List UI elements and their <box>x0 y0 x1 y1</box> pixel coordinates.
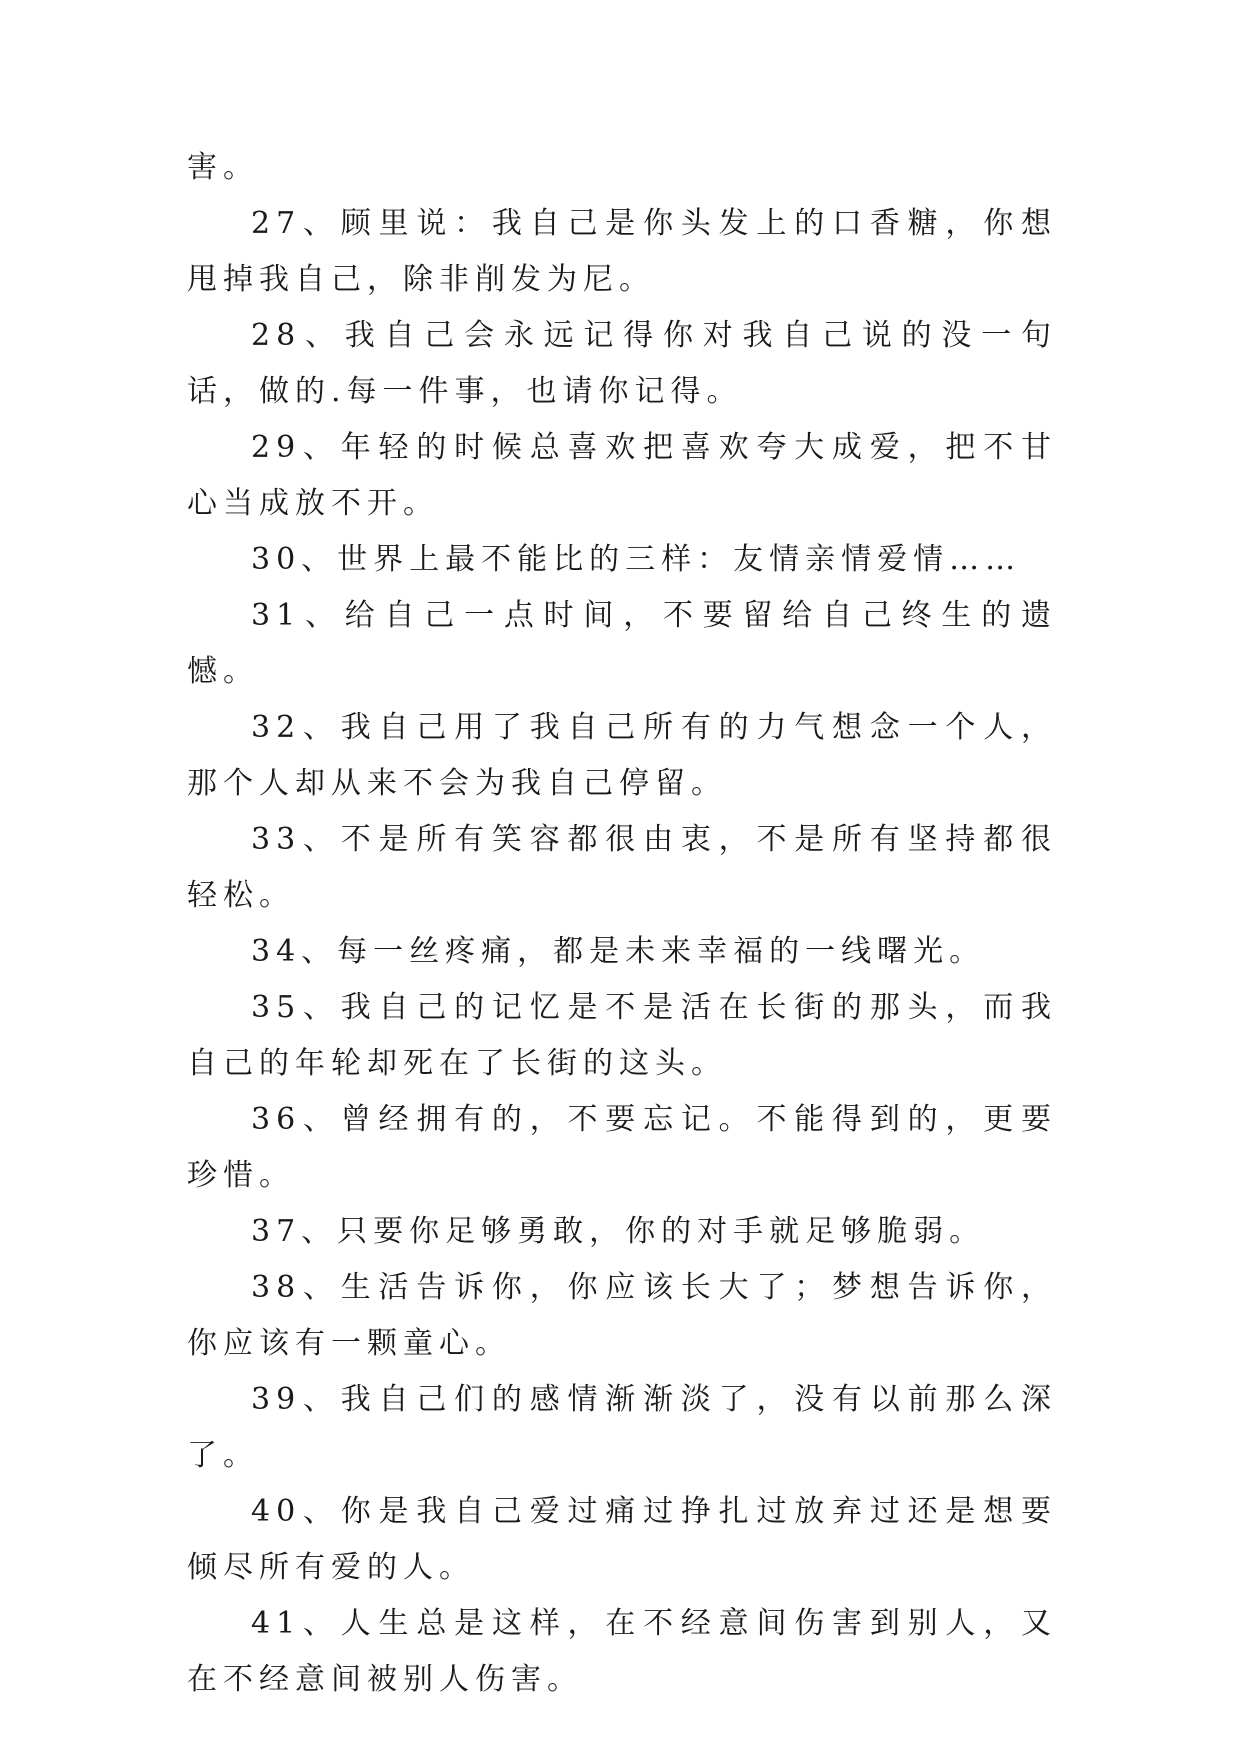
document-body <box>187 140 1057 1708</box>
paragraph-34: 34、每一丝疼痛，都是未来幸福的一线曙光。 <box>251 934 986 969</box>
paragraph-31: 31、给自己一点时间，不要留给自己终生的遗憾。 <box>187 598 1057 689</box>
paragraph-41: 41、人生总是这样，在不经意间伤害到别人，又在不经意间被别人伤害。 <box>187 1606 1057 1697</box>
paragraph-32: 32、我自己用了我自己所有的力气想念一个人，那个人却从来不会为我自己停留。 <box>187 710 1057 801</box>
paragraph-continuation: 害。 <box>187 150 259 185</box>
paragraph-28: 28、我自己会永远记得你对我自己说的没一句话，做的.每一件事，也请你记得。 <box>187 318 1057 409</box>
paragraph-36: 36、曾经拥有的，不要忘记。不能得到的，更要珍惜。 <box>187 1102 1057 1193</box>
paragraph-30: 30、世界上最不能比的三样：友情亲情爱情…… <box>251 542 1022 577</box>
paragraph-29: 29、年轻的时候总喜欢把喜欢夸大成爱，把不甘心当成放不开。 <box>187 430 1057 521</box>
paragraph-40: 40、你是我自己爱过痛过挣扎过放弃过还是想要倾尽所有爱的人。 <box>187 1494 1057 1585</box>
paragraph-38: 38、生活告诉你，你应该长大了；梦想告诉你，你应该有一颗童心。 <box>187 1270 1057 1361</box>
paragraph-33: 33、不是所有笑容都很由衷，不是所有坚持都很轻松。 <box>187 822 1057 913</box>
paragraph-37: 37、只要你足够勇敢，你的对手就足够脆弱。 <box>251 1214 986 1249</box>
paragraph-39: 39、我自己们的感情渐渐淡了，没有以前那么深了。 <box>187 1382 1057 1473</box>
paragraph-27: 27、顾里说：我自己是你头发上的口香糖，你想甩掉我自己，除非削发为尼。 <box>187 206 1057 297</box>
paragraph-35: 35、我自己的记忆是不是活在长街的那头，而我自己的年轮却死在了长街的这头。 <box>187 990 1057 1081</box>
